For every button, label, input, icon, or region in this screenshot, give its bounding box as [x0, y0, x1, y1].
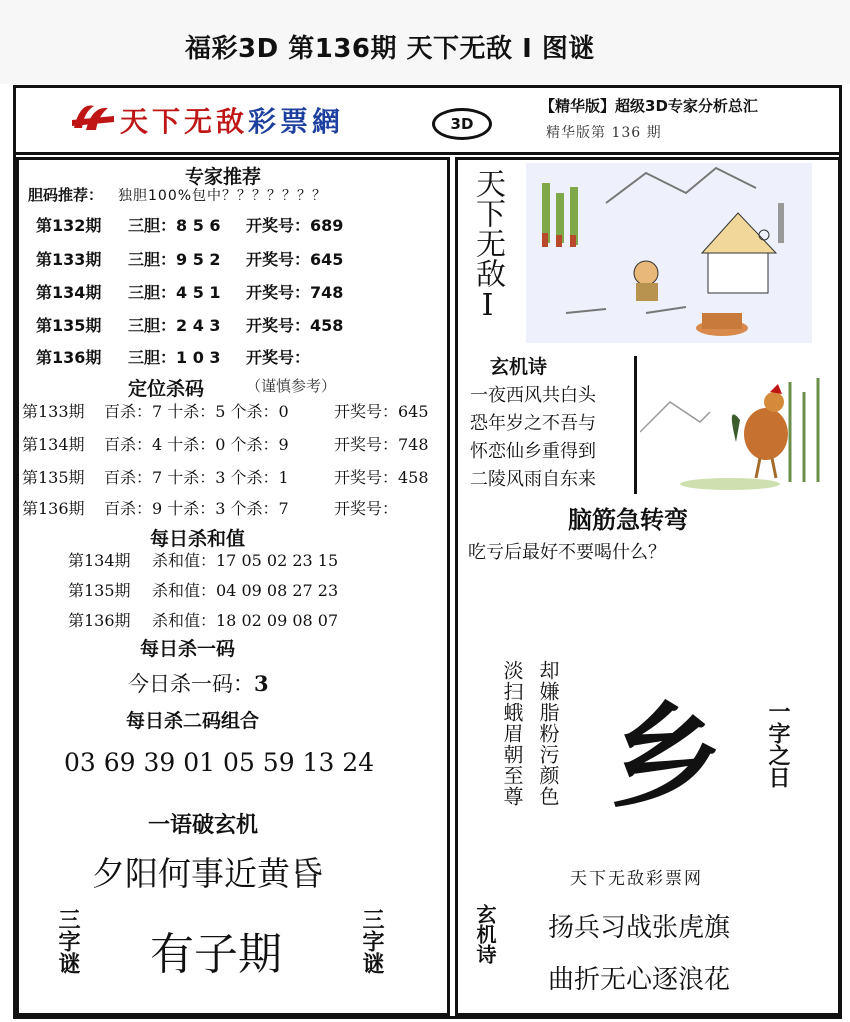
three-riddle-label-right: 三字谜 [359, 908, 384, 974]
position-kill-note: （谨慎参考） [246, 377, 337, 395]
poem2-label: 玄机诗 [473, 904, 497, 964]
sum-row-values: 杀和值：04 09 08 27 23 [152, 581, 339, 600]
brain-teaser-question: 吃亏后最好不要喝什么？ [468, 542, 666, 563]
poem2-lines [548, 902, 730, 1006]
vertical-poem-2: 却嫌脂粉污颜色 [536, 660, 560, 807]
page-title: 福彩3D 第136期 天下无敌 I 图谜 [185, 34, 595, 64]
expert-row-issue: 第132期 [36, 216, 102, 235]
lottery-logo-icon [70, 98, 116, 138]
poem-line: 一夜西风共白头 [470, 385, 596, 406]
cartoon-house-illustration [526, 163, 812, 343]
badge-3d: 3D [432, 108, 492, 140]
expert-row-draw: 开奖号：645 [246, 250, 344, 269]
pk-row-draw: 开奖号：748 [334, 435, 429, 454]
expert-row-draw: 开奖号： [246, 348, 311, 367]
expert-row-dan: 三胆：1 0 3 [128, 348, 221, 367]
poem-heading: 玄机诗 [490, 356, 548, 378]
pk-row-issue: 第135期 [22, 468, 85, 487]
edition-label: 【精华版】超级3D专家分析总汇 [540, 97, 758, 115]
poem-lines [470, 382, 596, 494]
pk-row-kills: 百杀：7 十杀：3 个杀：1 [104, 468, 289, 487]
expert-heading: 专家推荐 [185, 166, 262, 188]
expert-row-issue: 第136期 [36, 348, 102, 367]
poem2-line: 扬兵习战张虎旗 [548, 913, 731, 943]
sum-row-values: 杀和值：17 05 02 23 15 [152, 551, 339, 570]
site-name-red: 天下无敌 [120, 105, 249, 138]
sum-row-issue: 第136期 [68, 611, 131, 630]
dan-label: 胆码推荐： [28, 186, 104, 204]
three-riddle-text: 有子期 [150, 929, 282, 980]
big-riddle-character: 乡 [610, 693, 722, 823]
position-kill-heading: 定位杀码 [128, 378, 205, 400]
sum-kill-heading: 每日杀和值 [150, 528, 246, 550]
site-logo-text [120, 100, 344, 140]
expert-row-issue: 第135期 [36, 316, 102, 335]
kill-one-text: 今日杀一码： [128, 672, 254, 696]
expert-row-dan: 三胆：2 4 3 [128, 316, 221, 335]
pk-row-issue: 第134期 [22, 435, 85, 454]
site-footer: 天下无敌彩票网 [570, 869, 703, 889]
pk-row-issue: 第133期 [22, 402, 85, 421]
sum-row-issue: 第135期 [68, 581, 131, 600]
dan-text: 独胆100%包中？？？？？？？ [118, 188, 328, 204]
vertical-poem-1: 淡扫蛾眉朝至尊 [500, 660, 524, 807]
poem-line: 怀恋仙乡重得到 [470, 441, 596, 462]
kill-one-value: 3 [254, 671, 269, 696]
pk-row-draw: 开奖号：645 [334, 402, 429, 421]
expert-row-draw: 开奖号：748 [246, 283, 344, 302]
pk-row-kills: 百杀：7 十杀：5 个杀：0 [104, 402, 289, 421]
riddle-line-heading: 一语破玄机 [148, 813, 259, 838]
poem2-line: 曲折无心逐浪花 [548, 965, 731, 995]
expert-row-issue: 第133期 [36, 250, 102, 269]
three-riddle-label-left: 三字谜 [55, 908, 80, 974]
one-char-label: 一字之日 [765, 700, 790, 788]
sum-row-values: 杀和值：18 02 09 08 07 [152, 611, 339, 630]
pk-row-draw: 开奖号：458 [334, 468, 429, 487]
brain-teaser-heading: 脑筋急转弯 [568, 506, 688, 534]
rooster-illustration [640, 372, 830, 494]
kill-two-heading: 每日杀二码组合 [126, 710, 260, 732]
pk-row-issue: 第136期 [22, 499, 85, 518]
site-name-blue: 彩票網 [248, 105, 345, 138]
poem-divider [634, 356, 637, 494]
right-title-vertical: 天下无敌I [470, 168, 505, 323]
edition-issue: 精华版第 136 期 [546, 125, 662, 141]
expert-row-dan: 三胆：4 5 1 [128, 283, 221, 302]
sum-row-issue: 第134期 [68, 551, 131, 570]
kill-one-line [128, 668, 269, 698]
riddle-line-text: 夕阳何事近黄昏 [92, 854, 323, 893]
expert-row-issue: 第134期 [36, 283, 102, 302]
kill-one-heading: 每日杀一码 [140, 638, 236, 660]
expert-row-draw: 开奖号：689 [246, 216, 344, 235]
poem-line: 恐年岁之不吾与 [470, 413, 596, 434]
pk-row-draw: 开奖号： [334, 499, 399, 518]
pk-row-kills: 百杀：9 十杀：3 个杀：7 [104, 499, 289, 518]
expert-row-dan: 三胆：8 5 6 [128, 216, 221, 235]
pk-row-kills: 百杀：4 十杀：0 个杀：9 [104, 435, 289, 454]
kill-two-values: 03 69 39 01 05 59 13 24 [64, 748, 375, 777]
poem-line: 二陵风雨自东来 [470, 469, 596, 490]
expert-row-draw: 开奖号：458 [246, 316, 344, 335]
expert-row-dan: 三胆：9 5 2 [128, 250, 221, 269]
